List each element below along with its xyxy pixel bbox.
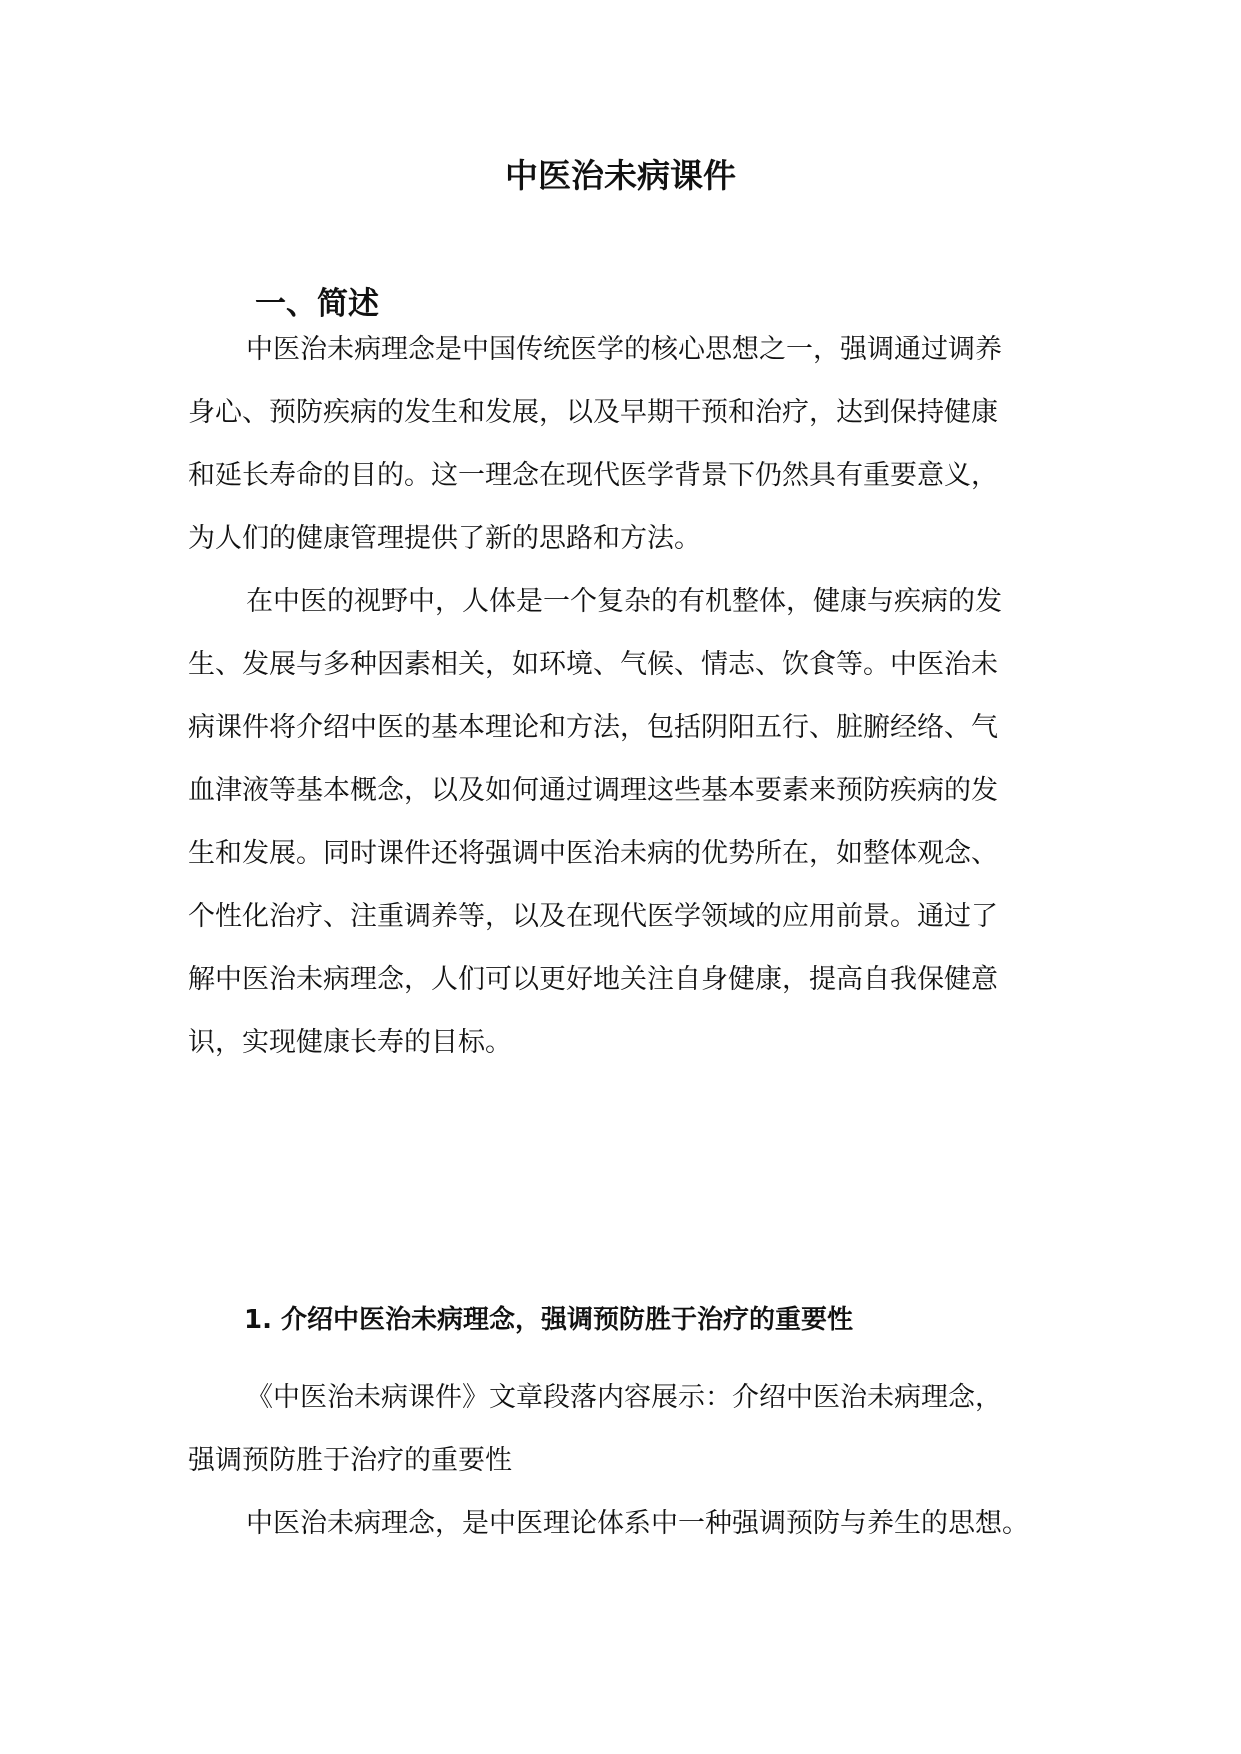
paragraph-line: 《中医治未病课件》文章段落内容展示：介绍中医治未病理念， — [246, 1382, 1002, 1413]
document-title: 中医治未病课件 — [505, 156, 736, 195]
paragraph-line: 生和发展。同时课件还将强调中医治未病的优势所在，如整体观念、 — [188, 838, 998, 869]
paragraph-line: 生、发展与多种因素相关，如环境、气候、情志、饮食等。中医治未 — [188, 649, 998, 680]
paragraph-line: 中医治未病理念，是中医理论体系中一种强调预防与养生的思想。 — [246, 1508, 1029, 1539]
paragraph-line: 身心、预防疾病的发生和发展，以及早期干预和治疗，达到保持健康 — [188, 397, 998, 428]
section-heading-introduction: 1. 介绍中医治未病理念，强调预防胜于治疗的重要性 — [244, 1305, 854, 1335]
paragraph-line: 强调预防胜于治疗的重要性 — [188, 1445, 512, 1476]
paragraph-line: 中医治未病理念是中国传统医学的核心思想之一，强调通过调养 — [246, 334, 1002, 365]
paragraph-line: 为人们的健康管理提供了新的思路和方法。 — [188, 523, 701, 554]
paragraph-line: 病课件将介绍中医的基本理论和方法，包括阴阳五行、脏腑经络、气 — [188, 712, 998, 743]
paragraph-line: 在中医的视野中，人体是一个复杂的有机整体，健康与疾病的发 — [246, 586, 1002, 617]
paragraph-line: 识，实现健康长寿的目标。 — [188, 1027, 512, 1058]
paragraph-line: 血津液等基本概念，以及如何通过调理这些基本要素来预防疾病的发 — [188, 775, 998, 806]
paragraph-line: 解中医治未病理念，人们可以更好地关注自身健康，提高自我保健意 — [188, 964, 998, 995]
paragraph-line: 个性化治疗、注重调养等，以及在现代医学领域的应用前景。通过了 — [188, 901, 998, 932]
paragraph-line: 和延长寿命的目的。这一理念在现代医学背景下仍然具有重要意义， — [188, 460, 998, 491]
section-heading-overview: 一、简述 — [255, 286, 379, 322]
